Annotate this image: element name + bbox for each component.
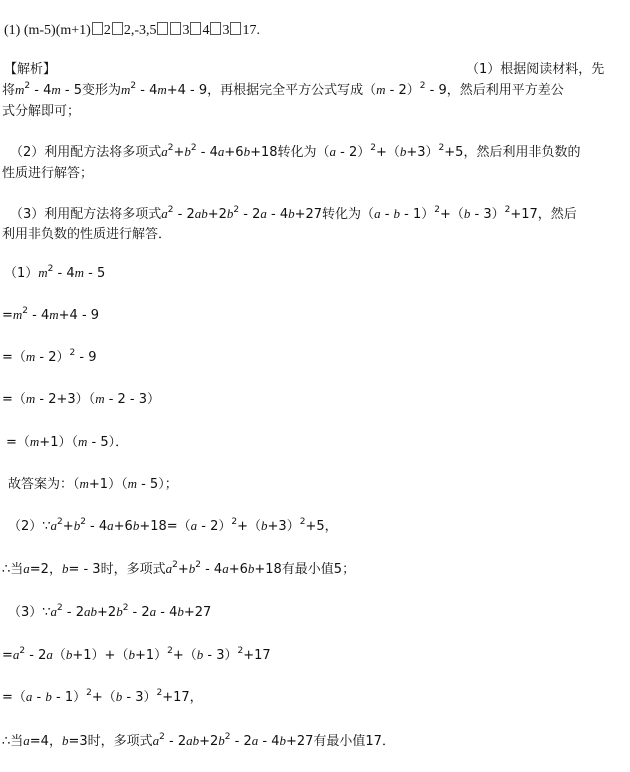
var: b <box>132 518 140 533</box>
exp: 2 <box>172 560 178 570</box>
var: b <box>115 689 123 704</box>
text: +1）（ <box>88 477 128 492</box>
solution-line-4 <box>2 391 160 408</box>
var: m <box>376 82 386 97</box>
text: = - 3时，多项式 <box>68 562 166 577</box>
var: b <box>61 561 69 576</box>
text: - 2） <box>385 83 420 98</box>
text: - 4 <box>156 605 178 620</box>
var: a <box>329 144 336 159</box>
var: b <box>196 647 204 662</box>
var: m <box>38 265 48 280</box>
exp: 2 <box>190 143 197 153</box>
text: 将 <box>2 83 16 98</box>
var: a <box>149 604 157 619</box>
text: +6 <box>224 145 244 160</box>
text: +17 <box>243 648 271 663</box>
solution-line-11 <box>2 689 203 706</box>
text: - 4 <box>196 145 218 160</box>
missing-glyph-icon <box>170 22 181 35</box>
text: - 4 <box>30 83 52 98</box>
exp: 2 <box>167 143 174 153</box>
text: - 2 <box>25 648 47 663</box>
exp: 2 <box>167 205 174 215</box>
text: +27 <box>183 605 212 620</box>
var: a <box>25 689 33 704</box>
text: （3）∵ <box>8 605 51 620</box>
exp: 2 <box>86 688 92 698</box>
text: - 1） <box>400 207 435 222</box>
var: b <box>73 518 81 533</box>
text: - 5）； <box>136 477 178 492</box>
text: （3）利用配方法将多项式 <box>10 207 162 222</box>
text: +（ <box>440 207 464 222</box>
var: a <box>46 647 53 662</box>
text: + <box>173 145 185 160</box>
var: m <box>49 307 59 322</box>
exp: 2 <box>231 517 238 527</box>
solution-line-6 <box>8 476 178 493</box>
var: b <box>177 604 184 619</box>
missing-glyph-icon <box>92 22 103 35</box>
var: a <box>152 733 160 748</box>
exp: 2 <box>167 646 173 656</box>
missing-glyph-icon <box>157 22 168 35</box>
exp: 2 <box>438 143 445 153</box>
text: +（ <box>375 145 400 160</box>
var: b <box>61 733 69 748</box>
text: +1） <box>134 648 168 663</box>
answer-part: 2 <box>103 23 111 38</box>
solution-line-9 <box>8 604 211 621</box>
var: m <box>121 82 131 97</box>
var: a <box>161 144 168 159</box>
text: +4 - 9 <box>58 308 100 323</box>
exp: 2 <box>130 81 137 91</box>
text: - 4 <box>266 207 289 222</box>
solution-line-7 <box>8 518 338 535</box>
text: =（ <box>2 392 26 407</box>
text: +（ <box>237 519 262 534</box>
exp: 2 <box>237 646 244 656</box>
exp: 2 <box>22 306 29 316</box>
text: - 5 <box>84 266 106 281</box>
text: - 4 <box>258 734 280 749</box>
var: b <box>45 689 52 704</box>
var: m <box>95 391 105 406</box>
text: +27有最小值17． <box>285 734 395 749</box>
text: =（ <box>2 690 26 705</box>
text: +18转化为（ <box>250 145 330 160</box>
text: + <box>62 519 74 534</box>
exp: 2 <box>159 732 165 742</box>
text: - 4 <box>28 308 50 323</box>
var: b <box>393 206 401 221</box>
var: a <box>12 647 20 662</box>
solution-line-3 <box>2 349 97 366</box>
answer-line <box>4 22 260 39</box>
text: - 2 <box>230 734 252 749</box>
var: a <box>374 206 381 221</box>
solution-line-5 <box>6 434 128 451</box>
var: a <box>217 144 225 159</box>
text: - 3） <box>122 690 157 705</box>
text: +17，然后 <box>510 207 577 222</box>
text: ∴当 <box>2 734 24 749</box>
var: a <box>251 733 259 748</box>
text: = <box>2 308 13 323</box>
var: a <box>190 518 198 533</box>
answer-part: 3 <box>222 23 230 38</box>
missing-glyph-icon <box>210 22 221 35</box>
text: - 9，然后利用平方差公 <box>425 83 564 98</box>
text: +5，然后利用非负数的 <box>444 145 581 160</box>
answer-part: 17. <box>242 23 260 38</box>
text: - 2 <box>173 207 195 222</box>
analysis-p1-line1 <box>2 82 564 99</box>
var: b <box>128 647 135 662</box>
analysis-p2-line1 <box>10 144 580 161</box>
answer-part: (1) (m-5)(m+1) <box>4 23 91 38</box>
text: +18=（ <box>139 519 191 534</box>
solution-line-8 <box>2 561 355 578</box>
solution-line-2 <box>2 307 99 324</box>
text: （1） <box>4 266 39 281</box>
analysis-p1-right: （1）根据阅读材料，先 <box>466 62 605 77</box>
exp: 2 <box>419 81 426 91</box>
var: b <box>218 733 225 748</box>
var: a <box>23 733 30 748</box>
text: - 4 <box>85 519 108 534</box>
exp: 2 <box>122 603 129 613</box>
text: =4， <box>29 734 62 749</box>
missing-glyph-icon <box>190 22 201 35</box>
text: - 3） <box>203 648 238 663</box>
text: - 2 <box>128 605 150 620</box>
text: - 2 <box>239 207 261 222</box>
var: b <box>399 144 407 159</box>
exp: 2 <box>57 603 63 613</box>
exp: 2 <box>156 688 163 698</box>
exp: 2 <box>47 264 54 274</box>
text: - <box>32 690 46 705</box>
exp: 2 <box>80 517 86 527</box>
var: ab <box>84 604 98 619</box>
var: a <box>23 561 30 576</box>
var: m <box>12 307 23 322</box>
var: ab <box>186 733 200 748</box>
text: +17， <box>162 690 203 705</box>
text: + <box>177 562 189 577</box>
missing-glyph-icon <box>230 22 241 35</box>
exp: 2 <box>24 81 31 91</box>
answer-part: 4 <box>202 23 210 38</box>
analysis-header: 【解析】 <box>4 62 57 77</box>
text: +6 <box>228 562 248 577</box>
text: （2）利用配方法将多项式 <box>10 145 162 160</box>
var: b <box>184 144 191 159</box>
text: - 2 <box>164 734 187 749</box>
text: =2， <box>29 562 62 577</box>
text: =（ <box>2 350 26 365</box>
missing-glyph-icon <box>112 22 123 35</box>
text: - 9 <box>75 350 97 365</box>
text: - <box>380 207 394 222</box>
var: m <box>157 82 167 97</box>
text: - 2） <box>197 519 232 534</box>
exp: 2 <box>434 205 440 215</box>
text: +2 <box>199 734 219 749</box>
var: m <box>77 434 88 449</box>
exp: 2 <box>69 348 76 358</box>
text: =3时，多项式 <box>68 734 153 749</box>
text: ∴当 <box>2 562 24 577</box>
text: +（ <box>91 690 116 705</box>
answer-part: 2,-3,5 <box>123 23 157 38</box>
var: a <box>107 518 114 533</box>
text: - 2 - 3） <box>104 392 161 407</box>
text: - 2+3）（ <box>35 392 96 407</box>
text: - 2 <box>62 605 85 620</box>
answer-part: 3 <box>182 23 190 38</box>
text: - 4 <box>200 562 223 577</box>
analysis-p1-line2: 式分解即可； <box>2 104 81 119</box>
var: b <box>261 518 268 533</box>
var: m <box>25 349 36 364</box>
text: - 4 <box>136 83 158 98</box>
text: - 5变形为 <box>60 83 121 98</box>
var: b <box>65 647 73 662</box>
var: b <box>188 561 196 576</box>
text: 故答案为：（ <box>8 477 80 492</box>
text: =（ <box>6 435 30 450</box>
text: （ <box>52 648 66 663</box>
analysis-p3-line1 <box>10 206 577 223</box>
text: +（ <box>172 648 197 663</box>
var: b <box>288 206 295 221</box>
var: m <box>29 434 40 449</box>
text: +2 <box>207 207 227 222</box>
text: +18有最小值5； <box>254 562 356 577</box>
var: m <box>15 82 25 97</box>
text: - 3） <box>470 207 505 222</box>
text: +4 - 9，再根据完全平方公式写成（ <box>166 83 377 98</box>
exp: 2 <box>195 560 201 570</box>
exp: 2 <box>233 205 240 215</box>
var: a <box>222 561 229 576</box>
var: b <box>116 604 123 619</box>
var: a <box>50 518 58 533</box>
var: ab <box>194 206 208 221</box>
exp: 2 <box>224 732 231 742</box>
text: +1）（ <box>39 435 78 450</box>
exp: 2 <box>370 143 376 153</box>
exp: 2 <box>299 517 306 527</box>
text: - 2） <box>35 350 70 365</box>
text: （2）∵ <box>8 519 51 534</box>
text: - 2） <box>336 145 371 160</box>
solution-line-12 <box>2 733 395 750</box>
var: a <box>260 206 267 221</box>
text: +6 <box>113 519 133 534</box>
text: - 5）． <box>87 435 129 450</box>
text: - 1） <box>51 690 87 705</box>
text: - 4 <box>53 266 75 281</box>
exp: 2 <box>19 646 26 656</box>
analysis-p2-line2: 性质进行解答； <box>2 166 94 181</box>
var: a <box>165 561 173 576</box>
analysis-p3-line2: 利用非负数的性质进行解答． <box>2 227 172 242</box>
exp: 2 <box>57 517 63 527</box>
exp: 2 <box>504 205 511 215</box>
var: a <box>161 206 168 221</box>
solution-line-1 <box>4 265 105 282</box>
var: m <box>74 265 85 280</box>
var: b <box>279 733 286 748</box>
var: b <box>243 144 251 159</box>
var: m <box>51 82 61 97</box>
text: +1）+（ <box>72 648 129 663</box>
var: a <box>50 604 58 619</box>
text: +5， <box>305 519 338 534</box>
text: +3） <box>267 519 300 534</box>
text: +2 <box>97 605 117 620</box>
var: b <box>463 206 471 221</box>
var: m <box>25 391 36 406</box>
var: m <box>127 476 137 491</box>
var: m <box>79 476 89 491</box>
text: +27转化为（ <box>294 207 375 222</box>
text: +3） <box>406 145 439 160</box>
text: = <box>2 648 13 663</box>
solution-line-10 <box>2 647 271 664</box>
var: b <box>226 206 234 221</box>
var: b <box>247 561 255 576</box>
